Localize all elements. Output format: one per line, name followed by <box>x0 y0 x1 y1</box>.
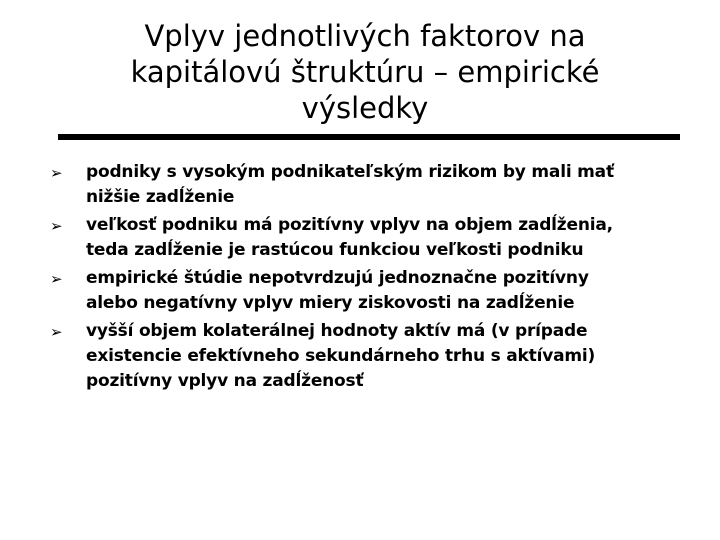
arrow-bullet-icon: ➢ <box>50 323 63 341</box>
bullet-line: pozitívny vplyv na zadĺženosť <box>86 371 364 391</box>
slide-title-line: kapitálovú štruktúru – empirické <box>130 55 600 89</box>
bullet-item <box>0 266 720 316</box>
bullet-line: existencie efektívneho sekundárneho trhu s aktívami) <box>86 346 596 366</box>
bullet-text <box>86 213 686 263</box>
bullet-line: nižšie zadĺženie <box>86 187 235 207</box>
bullet-line: empirické štúdie nepotvrdzujú jednoznačne pozitívny <box>86 268 589 288</box>
bullet-text <box>86 319 686 394</box>
bullet-item <box>0 213 720 263</box>
bullet-text <box>86 266 686 316</box>
slide-title-line: výsledky <box>301 91 429 125</box>
bullet-item <box>0 319 720 394</box>
arrow-bullet-icon: ➢ <box>50 217 63 235</box>
bullet-line: vyšší objem kolaterálnej hodnoty aktív má (v prípade <box>86 321 588 341</box>
bullet-line: podniky s vysokým podnikateľským rizikom by mali mať <box>86 162 614 182</box>
bullet-list <box>0 160 720 397</box>
slide-title <box>60 18 670 126</box>
bullet-line: veľkosť podniku má pozitívny vplyv na objem zadĺženia, <box>86 215 613 235</box>
title-divider <box>58 134 680 140</box>
bullet-line: teda zadĺženie je rastúcou funkciou veľkosti podniku <box>86 240 584 260</box>
arrow-bullet-icon: ➢ <box>50 270 63 288</box>
bullet-line: alebo negatívny vplyv miery ziskovosti na zadĺženie <box>86 293 575 313</box>
bullet-item <box>0 160 720 210</box>
slide-title-line: Vplyv jednotlivých faktorov na <box>144 19 586 53</box>
bullet-text <box>86 160 686 210</box>
arrow-bullet-icon: ➢ <box>50 164 63 182</box>
